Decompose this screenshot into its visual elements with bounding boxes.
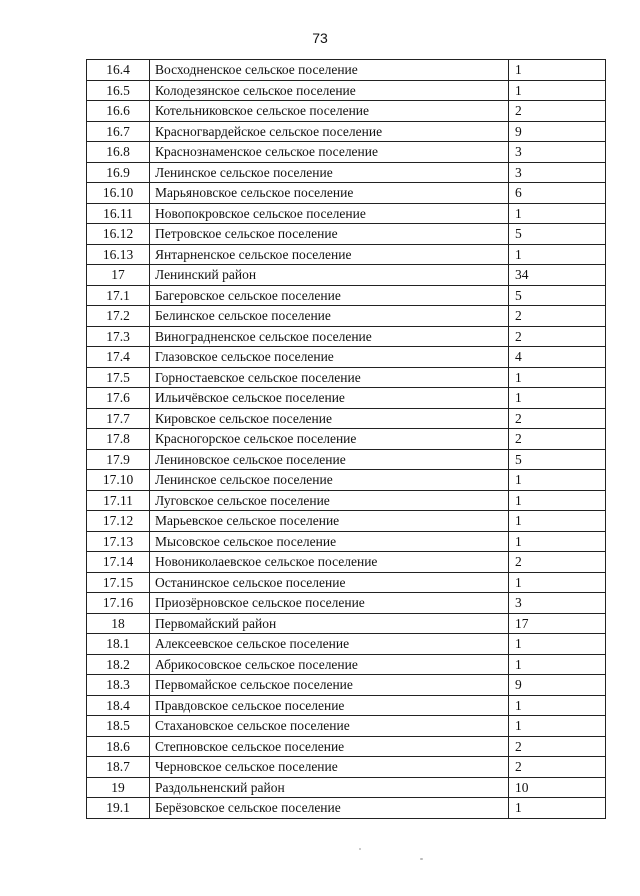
row-number-cell: 17.14: [87, 552, 150, 573]
count-cell: 1: [509, 716, 606, 737]
settlement-name-cell: Ленинское сельское поселение: [150, 470, 509, 491]
row-number-cell: 16.4: [87, 60, 150, 81]
count-cell: 10: [509, 777, 606, 798]
table-row: [87, 511, 606, 532]
count-cell: 5: [509, 224, 606, 245]
row-number-cell: 17.9: [87, 449, 150, 470]
table-row: [87, 490, 606, 511]
row-number-cell: 18.7: [87, 757, 150, 778]
table-row: [87, 203, 606, 224]
table-row: [87, 552, 606, 573]
row-number-cell: 17.2: [87, 306, 150, 327]
count-cell: 3: [509, 593, 606, 614]
settlement-name-cell: Луговское сельское поселение: [150, 490, 509, 511]
settlement-name-cell: Марьяновское сельское поселение: [150, 183, 509, 204]
settlement-name-cell: Стахановское сельское поселение: [150, 716, 509, 737]
table-row: [87, 142, 606, 163]
count-cell: 2: [509, 429, 606, 450]
row-number-cell: 17.13: [87, 531, 150, 552]
settlement-name-cell: Белинское сельское поселение: [150, 306, 509, 327]
count-cell: 1: [509, 203, 606, 224]
count-cell: 6: [509, 183, 606, 204]
count-cell: 1: [509, 798, 606, 819]
row-number-cell: 16.10: [87, 183, 150, 204]
count-cell: 1: [509, 531, 606, 552]
row-number-cell: 17.1: [87, 285, 150, 306]
count-cell: 4: [509, 347, 606, 368]
count-cell: 5: [509, 449, 606, 470]
scan-speck: [359, 848, 361, 850]
count-cell: 9: [509, 121, 606, 142]
table-row: [87, 388, 606, 409]
table-row: [87, 285, 606, 306]
row-number-cell: 17.15: [87, 572, 150, 593]
table-row: [87, 326, 606, 347]
table-row: [87, 572, 606, 593]
row-number-cell: 19.1: [87, 798, 150, 819]
row-number-cell: 17.11: [87, 490, 150, 511]
table-row: [87, 654, 606, 675]
table-row: [87, 183, 606, 204]
row-number-cell: 16.7: [87, 121, 150, 142]
count-cell: 1: [509, 654, 606, 675]
table-row: [87, 777, 606, 798]
settlement-name-cell: Колодезянское сельское поселение: [150, 80, 509, 101]
settlement-name-cell: Раздольненский район: [150, 777, 509, 798]
table-row: [87, 675, 606, 696]
settlement-name-cell: Краснознаменское сельское поселение: [150, 142, 509, 163]
table-row: [87, 613, 606, 634]
settlement-name-cell: Багеровское сельское поселение: [150, 285, 509, 306]
settlement-name-cell: Приозёрновское сельское поселение: [150, 593, 509, 614]
count-cell: 1: [509, 244, 606, 265]
settlement-name-cell: Абрикосовское сельское поселение: [150, 654, 509, 675]
table-row: [87, 593, 606, 614]
settlements-table: [86, 59, 606, 819]
row-number-cell: 16.13: [87, 244, 150, 265]
row-number-cell: 17: [87, 265, 150, 286]
row-number-cell: 18.5: [87, 716, 150, 737]
settlement-name-cell: Ленинский район: [150, 265, 509, 286]
count-cell: 2: [509, 408, 606, 429]
table-row: [87, 224, 606, 245]
table-row: [87, 80, 606, 101]
count-cell: 2: [509, 736, 606, 757]
row-number-cell: 17.8: [87, 429, 150, 450]
settlement-name-cell: Горностаевское сельское поселение: [150, 367, 509, 388]
count-cell: 17: [509, 613, 606, 634]
settlement-name-cell: Ленинское сельское поселение: [150, 162, 509, 183]
settlement-name-cell: Лениновское сельское поселение: [150, 449, 509, 470]
count-cell: 1: [509, 695, 606, 716]
count-cell: 5: [509, 285, 606, 306]
row-number-cell: 17.16: [87, 593, 150, 614]
table-row: [87, 449, 606, 470]
row-number-cell: 16.9: [87, 162, 150, 183]
count-cell: 1: [509, 60, 606, 81]
row-number-cell: 16.8: [87, 142, 150, 163]
row-number-cell: 17.12: [87, 511, 150, 532]
settlement-name-cell: Первомайское сельское поселение: [150, 675, 509, 696]
settlement-name-cell: Алексеевское сельское поселение: [150, 634, 509, 655]
count-cell: 1: [509, 572, 606, 593]
settlement-name-cell: Восходненское сельское поселение: [150, 60, 509, 81]
settlement-name-cell: Котельниковское сельское поселение: [150, 101, 509, 122]
settlement-name-cell: Виноградненское сельское поселение: [150, 326, 509, 347]
count-cell: 3: [509, 162, 606, 183]
count-cell: 34: [509, 265, 606, 286]
row-number-cell: 17.4: [87, 347, 150, 368]
row-number-cell: 17.7: [87, 408, 150, 429]
row-number-cell: 18.4: [87, 695, 150, 716]
row-number-cell: 16.12: [87, 224, 150, 245]
row-number-cell: 17.6: [87, 388, 150, 409]
settlement-name-cell: Правдовское сельское поселение: [150, 695, 509, 716]
table-row: [87, 121, 606, 142]
count-cell: 1: [509, 388, 606, 409]
settlement-name-cell: Янтарненское сельское поселение: [150, 244, 509, 265]
row-number-cell: 17.10: [87, 470, 150, 491]
settlement-name-cell: Петровское сельское поселение: [150, 224, 509, 245]
settlement-name-cell: Глазовское сельское поселение: [150, 347, 509, 368]
settlement-name-cell: Останинское сельское поселение: [150, 572, 509, 593]
row-number-cell: 18.6: [87, 736, 150, 757]
count-cell: 1: [509, 367, 606, 388]
table-row: [87, 306, 606, 327]
settlement-name-cell: Марьевское сельское поселение: [150, 511, 509, 532]
table-row: [87, 101, 606, 122]
page-number: 73: [312, 30, 328, 46]
count-cell: 2: [509, 306, 606, 327]
table-row: [87, 798, 606, 819]
table-row: [87, 162, 606, 183]
count-cell: 1: [509, 80, 606, 101]
count-cell: 3: [509, 142, 606, 163]
table-row: [87, 716, 606, 737]
row-number-cell: 18.3: [87, 675, 150, 696]
row-number-cell: 18.2: [87, 654, 150, 675]
settlement-name-cell: Красногорское сельское поселение: [150, 429, 509, 450]
count-cell: 9: [509, 675, 606, 696]
settlement-name-cell: Первомайский район: [150, 613, 509, 634]
row-number-cell: 16.11: [87, 203, 150, 224]
settlement-name-cell: Берёзовское сельское поселение: [150, 798, 509, 819]
table-row: [87, 757, 606, 778]
table-row: [87, 367, 606, 388]
table-row: [87, 408, 606, 429]
table-row: [87, 470, 606, 491]
table-row: [87, 695, 606, 716]
table-row: [87, 244, 606, 265]
settlement-name-cell: Новониколаевское сельское поселение: [150, 552, 509, 573]
count-cell: 1: [509, 490, 606, 511]
count-cell: 1: [509, 511, 606, 532]
table-row: [87, 736, 606, 757]
count-cell: 1: [509, 470, 606, 491]
count-cell: 2: [509, 757, 606, 778]
row-number-cell: 18: [87, 613, 150, 634]
count-cell: 2: [509, 326, 606, 347]
row-number-cell: 16.5: [87, 80, 150, 101]
row-number-cell: 19: [87, 777, 150, 798]
table-row: [87, 531, 606, 552]
table-row: [87, 634, 606, 655]
settlement-name-cell: Степновское сельское поселение: [150, 736, 509, 757]
count-cell: 2: [509, 101, 606, 122]
table-body: [87, 60, 606, 819]
table-row: [87, 60, 606, 81]
settlement-name-cell: Черновское сельское поселение: [150, 757, 509, 778]
settlement-name-cell: Красногвардейское сельское поселение: [150, 121, 509, 142]
count-cell: 1: [509, 634, 606, 655]
settlement-name-cell: Мысовское сельское поселение: [150, 531, 509, 552]
row-number-cell: 16.6: [87, 101, 150, 122]
table-row: [87, 429, 606, 450]
scan-speck: [420, 858, 423, 860]
count-cell: 2: [509, 552, 606, 573]
row-number-cell: 17.5: [87, 367, 150, 388]
row-number-cell: 17.3: [87, 326, 150, 347]
settlement-name-cell: Новопокровское сельское поселение: [150, 203, 509, 224]
table-row: [87, 347, 606, 368]
table-row: [87, 265, 606, 286]
row-number-cell: 18.1: [87, 634, 150, 655]
settlement-name-cell: Кировское сельское поселение: [150, 408, 509, 429]
settlement-name-cell: Ильичёвское сельское поселение: [150, 388, 509, 409]
